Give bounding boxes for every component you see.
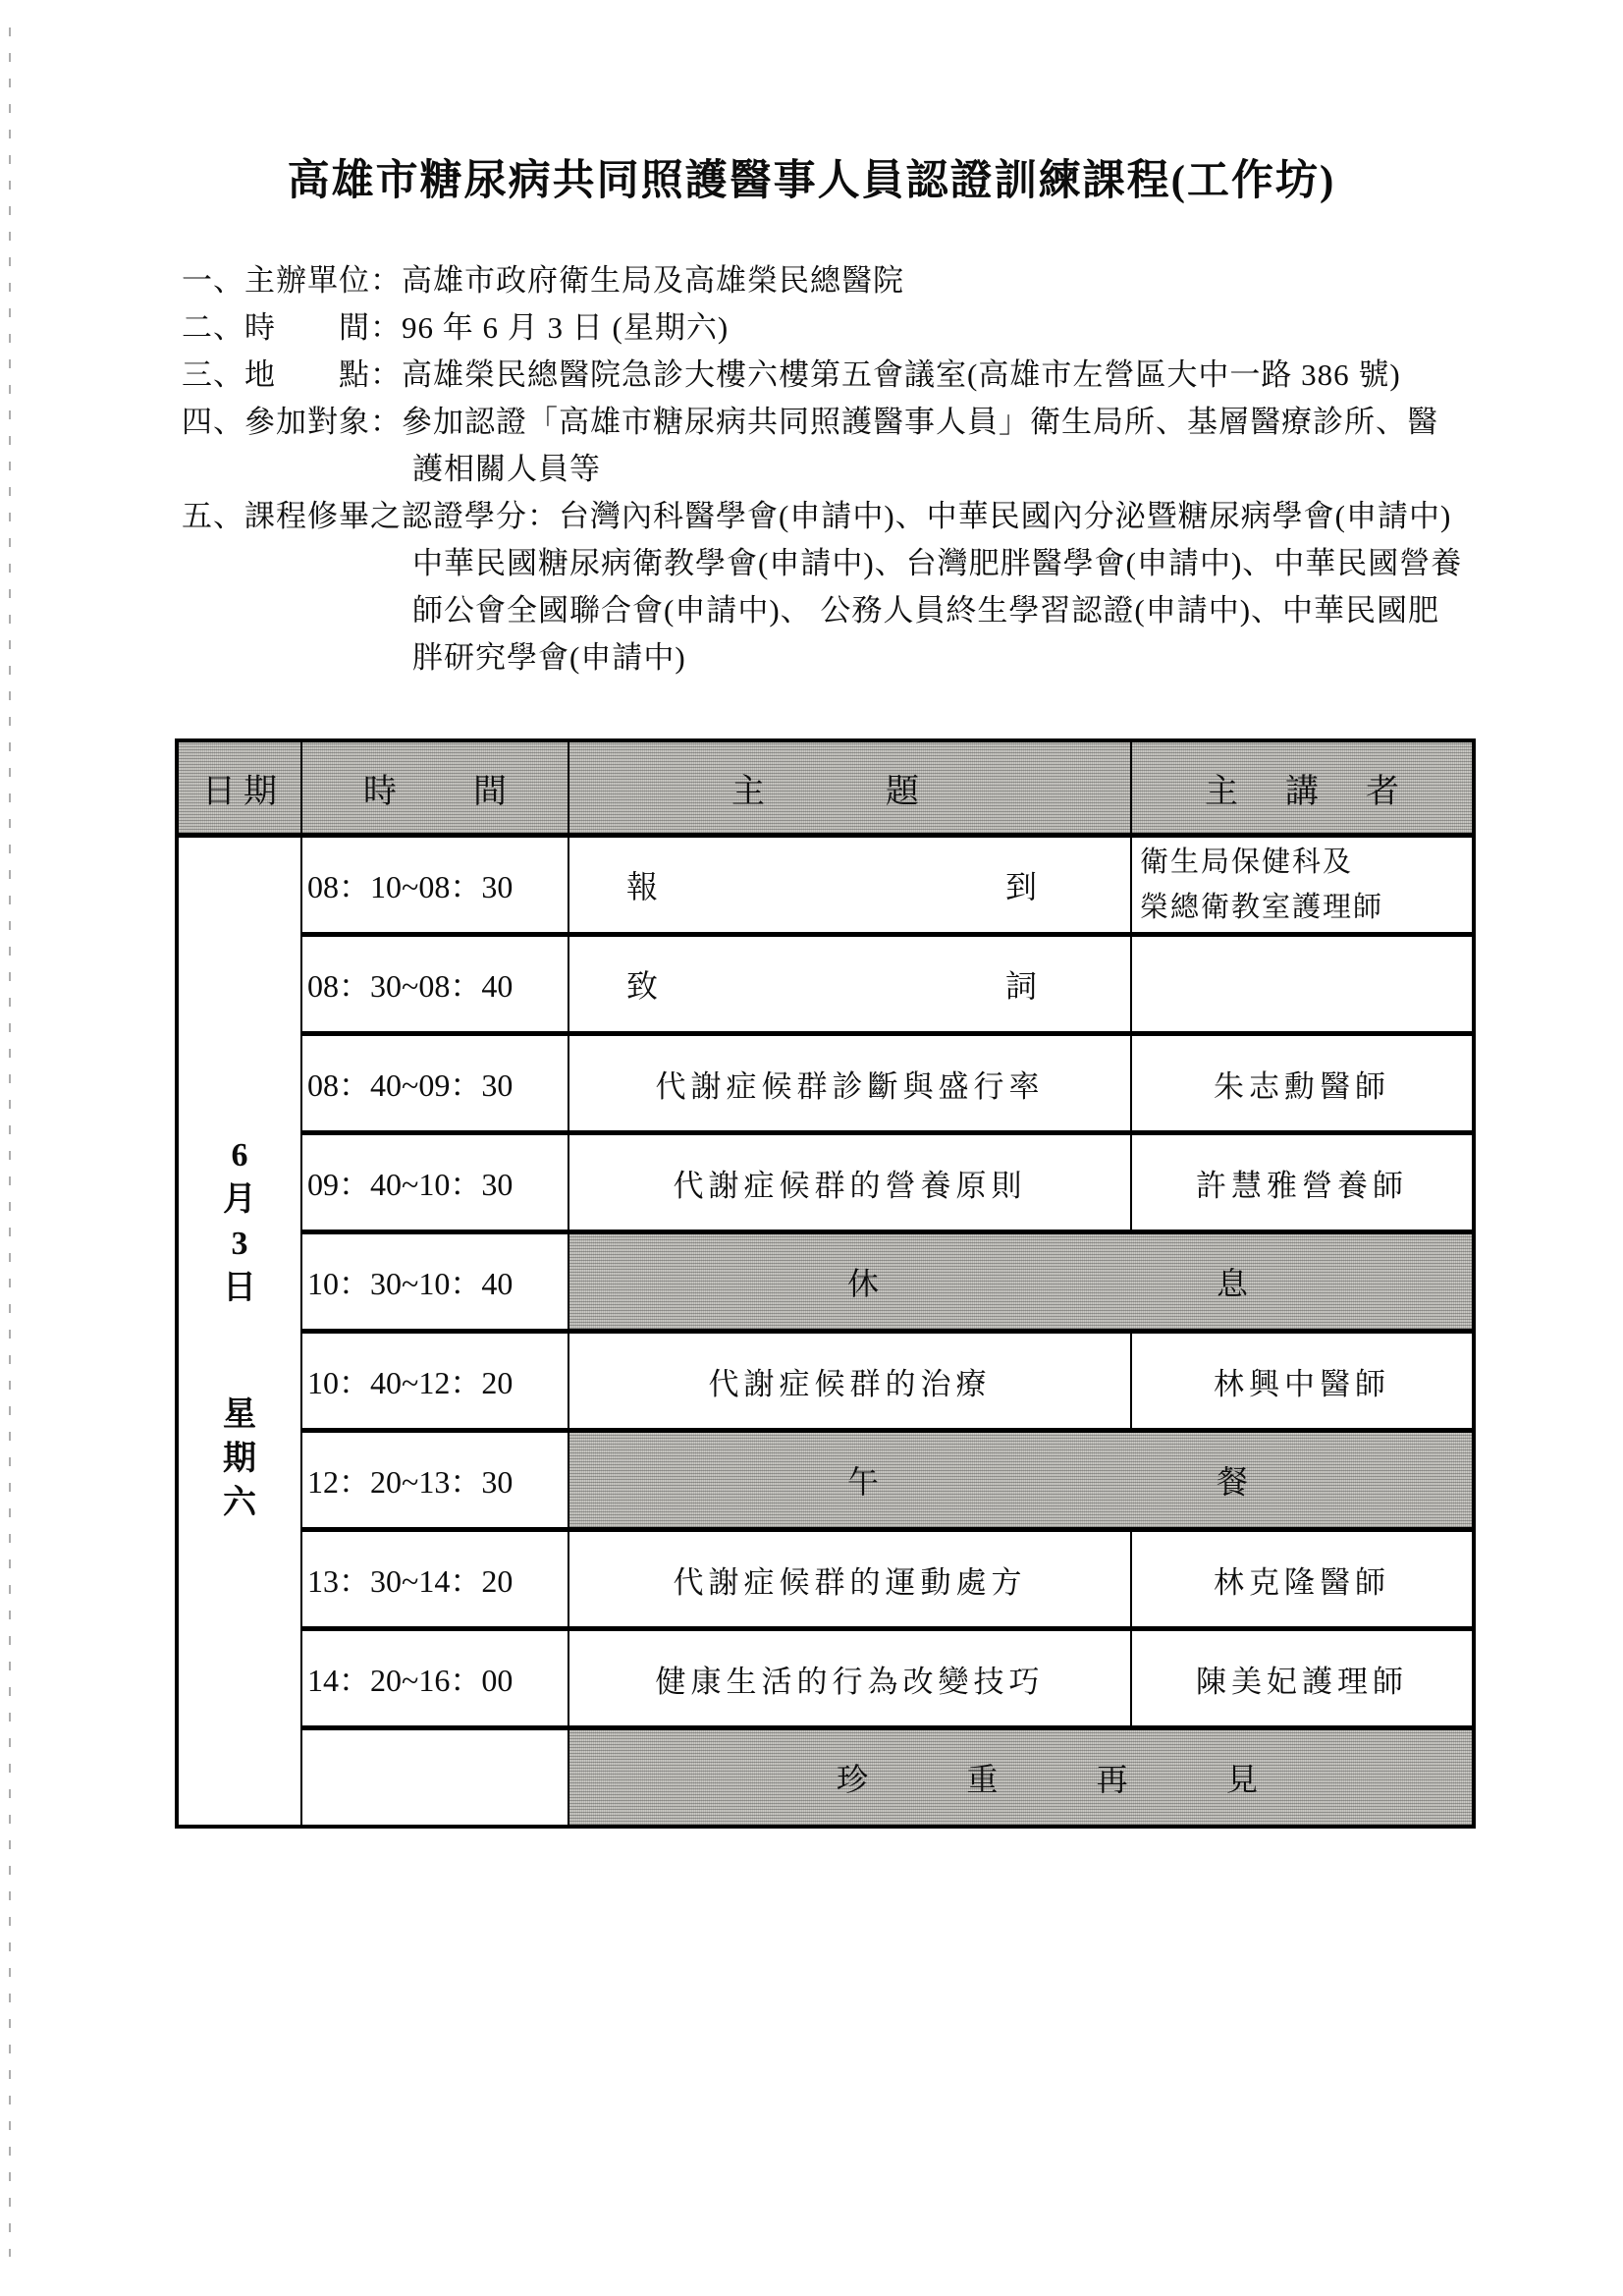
time-cell: 08：40~09：30	[302, 1036, 568, 1130]
time-cell: 13：30~14：20	[302, 1532, 568, 1626]
info-line-participants-1: 四、參加對象：參加認證「高雄市糖尿病共同照護醫事人員」衛生局所、基層醫療診所、醫	[182, 405, 1438, 439]
topic-cell-registration: 報 到	[569, 838, 1130, 932]
speaker-cell: 陳美妃護理師	[1132, 1631, 1472, 1725]
topic-cell: 代謝症候群的運動處方	[569, 1532, 1130, 1626]
time-cell: 14：20~16：00	[302, 1631, 568, 1725]
time-cell: 09：40~10：30	[302, 1135, 568, 1230]
info-line-participants-2: 護相關人員等	[412, 452, 601, 486]
info-line-organizer: 一、主辦單位：高雄市政府衛生局及高雄榮民總醫院	[182, 263, 904, 298]
schedule-table	[175, 738, 1476, 1829]
farewell-cell: 珍 重 再 見	[569, 1730, 1472, 1825]
info-line-credits-1: 五、課程修畢之認證學分：台灣內科醫學會(申請中)、中華民國內分泌暨糖尿病學會(申請中)	[182, 499, 1452, 533]
time-cell: 10：40~12：20	[302, 1334, 568, 1428]
date-month-day: 6 月 3 日	[223, 1136, 256, 1306]
topic-cell: 代謝症候群的營養原則	[569, 1135, 1130, 1230]
time-cell: 08：30~08：40	[302, 937, 568, 1031]
speaker-cell: 林克隆醫師	[1132, 1532, 1472, 1626]
header-date: 日 期	[179, 742, 300, 833]
time-cell: 12：20~13：30	[302, 1433, 568, 1527]
header-time: 時 間	[302, 742, 568, 833]
info-line-credits-2: 中華民國糖尿病衛教學會(申請中)、台灣肥胖醫學會(申請中)、中華民國營養	[412, 546, 1463, 580]
speaker-cell	[1132, 838, 1472, 932]
page-title: 高雄市糖尿病共同照護醫事人員認證訓練課程(工作坊)	[287, 158, 1336, 204]
topic-cell: 代謝症候群診斷與盛行率	[569, 1036, 1130, 1130]
speaker-cell: 朱志勳醫師	[1132, 1036, 1472, 1130]
time-cell: 08：10~08：30	[302, 838, 568, 932]
topic-cell: 健康生活的行為改變技巧	[569, 1631, 1130, 1725]
topic-cell-opening: 致 詞	[569, 937, 1130, 1031]
topic-cell: 代謝症候群的治療	[569, 1334, 1130, 1428]
info-line-credits-4: 胖研究學會(申請中)	[412, 640, 686, 675]
speaker-cell: 林興中醫師	[1132, 1334, 1472, 1428]
time-cell-empty	[302, 1730, 568, 1825]
header-speaker: 主 講 者	[1132, 742, 1472, 833]
info-line-credits-3: 師公會全國聯合會(申請中)、 公務人員終生學習認證(申請中)、中華民國肥	[412, 593, 1440, 628]
speaker-line: 衛生局保健科及	[1140, 847, 1354, 878]
info-line-location: 三、地 點：高雄榮民總醫院急診大樓六樓第五會議室(高雄市左營區大中一路 386 號)	[182, 357, 1401, 392]
header-topic: 主 題	[569, 742, 1130, 833]
speaker-cell-empty	[1132, 937, 1472, 1031]
time-cell: 10：30~10：40	[302, 1234, 568, 1329]
scan-artifact-line	[9, 27, 11, 2257]
speaker-cell: 許慧雅營養師	[1132, 1135, 1472, 1230]
break-cell-rest: 休 息	[569, 1234, 1472, 1329]
break-cell-lunch: 午 餐	[569, 1433, 1472, 1527]
info-list	[182, 257, 1497, 682]
speaker-line: 榮總衛教室護理師	[1140, 892, 1384, 923]
info-line-time: 二、時 間：96 年 6 月 3 日 (星期六)	[182, 310, 730, 345]
date-cell	[179, 838, 300, 1825]
date-weekday: 星 期 六	[223, 1395, 256, 1521]
